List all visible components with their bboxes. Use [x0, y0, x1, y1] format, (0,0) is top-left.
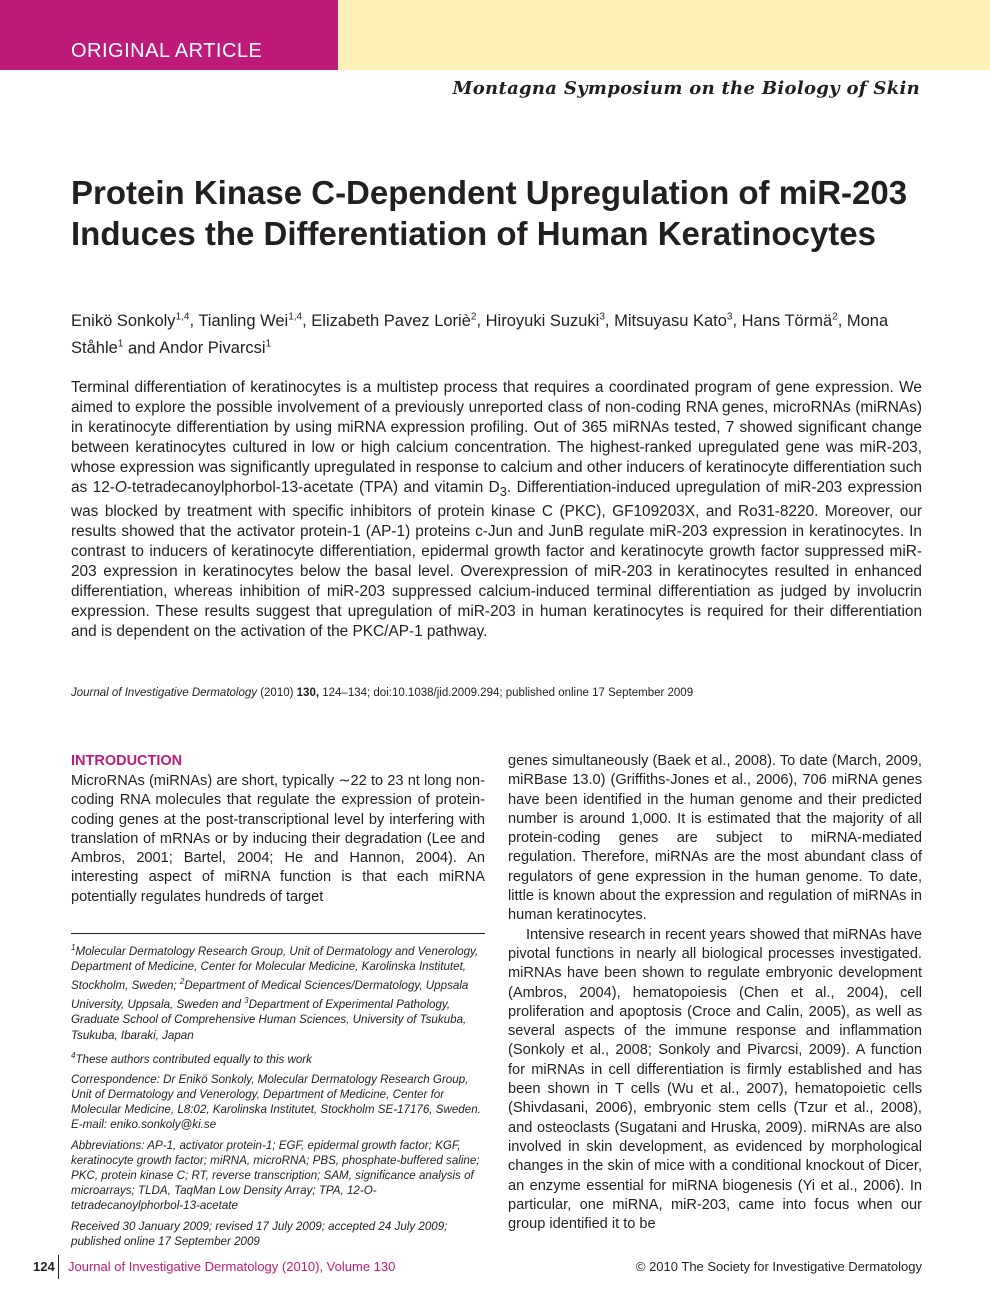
received-footnote: Received 30 January 2009; revised 17 July 2009; accepted 24 July 2009; published online 17 September 2009 [71, 1219, 448, 1248]
author: Mona Ståhle$^1$ [71, 311, 889, 357]
footer-copyright: © 2010 The Society for Investigative Dermatology [635, 1259, 922, 1274]
page-number: 124 [33, 1259, 55, 1274]
footer-journal: Journal of Investigative Dermatology (2010), Volume 130 [68, 1259, 396, 1274]
intro-paragraph-1: MicroRNAs (miRNAs) are short, typically ∼22 to 23 nt long non-coding RNA molecules that regulate the expression of protein-coding genes at the post-transcriptional level by interfering with translation of mRNAs or by inducing their degradation (Lee and Ambros, 2001; Bartel, 2004; He and Hannon, 2004). An interesting aspect of miRNA function is that each miRNA potentially regulates hundreds of target [71, 773, 485, 905]
correspondence-footnote: Correspondence: Dr Enikö Sonkoly, Molecular Dermatology Research Group, Unit of Dermatology and Venerology, Department of Medicine, Center for Molecular Medicine, L8:02, Karolinska Institutet, Stockholm SE-17176, Sweden. E-mail: eniko.sonkoly@ki.se [71, 1072, 481, 1132]
author: Hiroyuki Suzuki$^3$ [485, 311, 605, 330]
author: Tianling Wei$^{1,4}$ [198, 311, 303, 330]
author: Enikö Sonkoly$^{1,4}$ [71, 311, 190, 330]
right-column-text [508, 752, 922, 1234]
abstract: Terminal differentiation of keratinocytes is a multistep process that requires a coordinated program of gene expression. We aimed to explore the possible involvement of a previously unreported class of non-coding RNA genes, microRNAs (miRNAs) in keratinocyte differentiation by using miRNA expression profiling. Out of 365 miRNAs tested, 7 showed significant change between keratinocytes cultured in low or high calcium concentration. The highest-ranked upregulated gene was miR-203, whose expression was significantly upregulated in response to calcium and other inducers of keratinocyte differentiation such as 12-O-tetradecanoylphorbol-13-acetate (TPA) and vitamin $D_3$. Differentiation-induced upregulation of miR-203 expression was blocked by treatment with specific inhibitors of protein kinase C (PKC), GF109203X, and Ro31-8220. Moreover, our results showed that the activator protein-1 (AP-1) proteins c-Jun and JunB regulate miR-203 expression in keratinocytes. In contrast to inducers of keratinocyte differentiation, epidermal growth factor and keratinocyte growth factor suppressed miR-203 expression in keratinocytes below the basal level. Overexpression of miR-203 in keratinocytes resulted in enhanced differentiation, whereas inhibition of miR-203 suppressed calcium-induced terminal differentiation as judged by involucrin expression. These results suggest that upregulation of miR-203 in human keratinocytes is required for their differentiation and is dependent on the activation of the PKC/AP-1 pathway. [71, 379, 923, 641]
affiliations-footnote: $^1$Molecular Dermatology Research Group, Unit of Dermatology and Venerology, Department of Medicine, Center for Molecular Medicine, Karolinska Institutet, Stockholm, Sweden; $^2$Department of Medical Sciences/Dermatology, Uppsala University, Uppsala, Sweden and $^3$Department of Experimental Pathology, Graduate School of Comprehensive Human Sciences, University of Tsukuba, Tsukuba, Ibaraki, Japan [71, 943, 479, 1042]
symposium-label: Montagna Symposium on the Biology of Skin [452, 78, 920, 99]
article-title: Protein Kinase C-Dependent Upregulation of miR-203 Induces the Differentiation of Human Keratinocytes [71, 174, 908, 252]
citation-line: Journal of Investigative Dermatology (2010) 130, 124–134; doi:10.1038/jid.2009.294; published online 17 September 2009 [71, 687, 694, 699]
author: Andor Pivarcsi$^1$ [159, 338, 272, 357]
author: Mitsuyasu Kato$^3$ [614, 311, 733, 330]
header-banner-cream [338, 0, 990, 70]
intro-paragraph-1-continued: genes simultaneously (Baek et al., 2008). To date (March, 2009, miRBase 13.0) (Griffiths-Jones et al., 2006), 706 miRNA genes have been identified in the human genome and their predicted number is around 1,000. It is estimated that the majority of all protein-coding genes are subject to miRNA-mediated regulation. Therefore, miRNAs are the most abundant class of regulators of gene expression in the human genome. To date, little is known about the expression and regulation of miRNAs in human keratinocytes. [508, 753, 922, 924]
section-heading-introduction: INTRODUCTION [71, 753, 183, 769]
abbreviations-footnote: Abbreviations: AP-1, activator protein-1; EGF, epidermal growth factor; KGF, keratinocyte growth factor; miRNA, microRNA; PBS, phosphate-buffered saline; PKC, protein kinase C; RT, reverse transcription; SAM, significance analysis of microarrays; TLDA, TaqMan Low Density Array; TPA, 12-O-tetradecanoylphorbol-13-acetate [71, 1138, 480, 1213]
footnotes [71, 940, 485, 1254]
author: Elizabeth Pavez Loriè$^2$ [311, 311, 477, 330]
footer-divider [58, 1255, 59, 1279]
article-type-badge: ORIGINAL ARTICLE [71, 40, 263, 62]
author-list: Enikö Sonkoly$^{1,4}$, Tianling Wei$^{1,4}$, Elizabeth Pavez Loriè$^2$, Hiroyuki Suzuki$^3$, Mitsuyasu Kato$^3$, Hans Törmä$^2$, Mona Ståhle$^1$ and Andor Pivarcsi$^1$ [71, 311, 889, 357]
equal-contribution-footnote: $^4$These authors contributed equally to this work [71, 1050, 312, 1066]
intro-paragraph-2: Intensive research in recent years showed that miRNAs have pivotal functions in nearly all biological processes investigated. miRNAs have been shown to regulate embryonic development (Ambros, 2004), hematopoiesis (Chen et al., 2004), cell proliferation and apoptosis (Croce and Calin, 2005), as well as several aspects of the immune response and inflammation (Sonkoly et al., 2008; Sonkoly and Pivarcsi, 2009). A function for miRNAs in cell differentiation is firmly established and has been shown in T cells (Wu et al., 2007), hematopoietic cells (Shivdasani, 2006), embryonic stem cells (Tzur et al., 2008), and osteoclasts (Sugatani and Hruska, 2009). miRNAs are also involved in skin development, as evidenced by morphological changes in the skin of mice with a conditional knockout of Dicer, an enzyme essential for miRNA biogenesis (Yi et al., 2006). In particular, one miRNA, miR-203, came into focus when our group identified it to be [508, 926, 922, 1233]
footnote-divider [71, 933, 485, 934]
author: Hans Törmä$^2$ [741, 311, 838, 330]
